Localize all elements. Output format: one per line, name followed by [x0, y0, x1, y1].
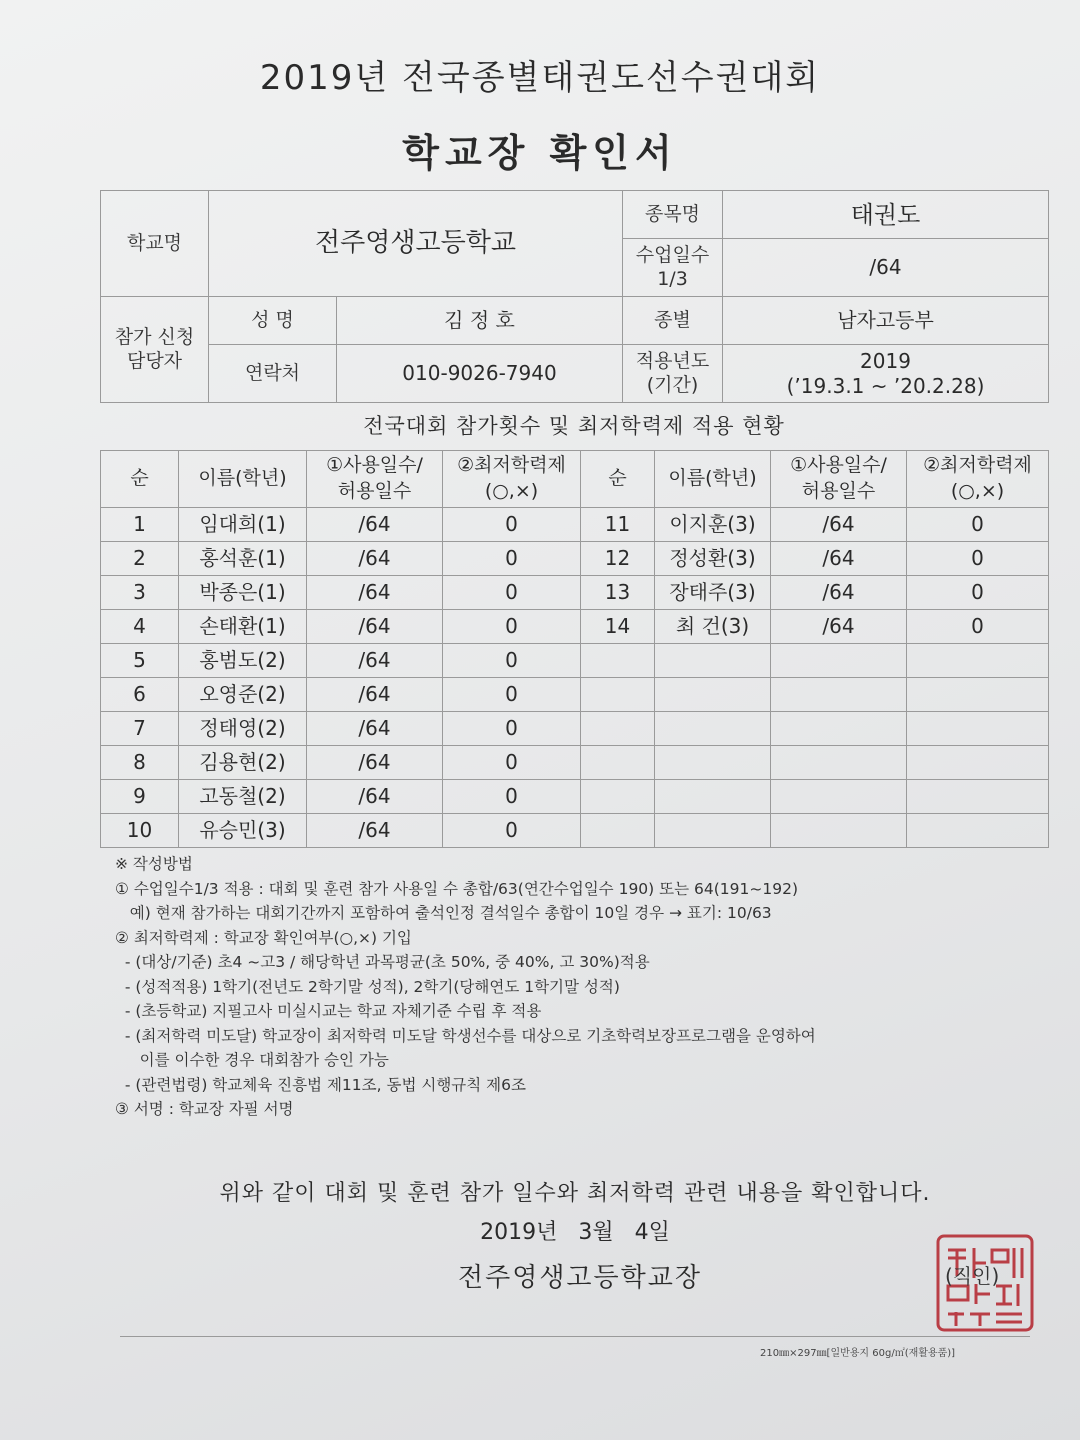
roster-cell-name — [655, 814, 771, 848]
roster-cell-days — [771, 678, 907, 712]
roster-header-cell: ②최저학력제 (○,×) — [907, 451, 1049, 508]
roster-cell-no: 9 — [101, 780, 179, 814]
roster-cell-name: 손태환(1) — [179, 610, 307, 644]
roster-cell-no: 7 — [101, 712, 179, 746]
name-value: 김 정 호 — [337, 297, 623, 345]
division-label: 종별 — [623, 297, 723, 345]
roster-cell-no: 6 — [101, 678, 179, 712]
roster-cell-min — [907, 712, 1049, 746]
roster-cell-no: 13 — [581, 576, 655, 610]
roster-cell-days — [771, 712, 907, 746]
roster-cell-no: 14 — [581, 610, 655, 644]
roster-cell-days: /64 — [307, 576, 443, 610]
roster-cell-name: 장태주(3) — [655, 576, 771, 610]
roster-header-cell: 이름(학년) — [655, 451, 771, 508]
roster-cell-min: 0 — [443, 508, 581, 542]
roster-header-cell: 이름(학년) — [179, 451, 307, 508]
roster-cell-min: 0 — [443, 746, 581, 780]
roster-cell-min — [907, 644, 1049, 678]
roster-cell-min: 0 — [907, 576, 1049, 610]
roster-cell-no — [581, 678, 655, 712]
instruction-line: ※ 작성방법 — [115, 855, 193, 873]
roster-cell-no: 1 — [101, 508, 179, 542]
paper-spec-footer: 210㎜×297㎜[일반용지 60g/㎡(재활용품)] — [760, 1348, 956, 1359]
roster-cell-name: 홍석훈(1) — [179, 542, 307, 576]
roster-cell-min — [907, 780, 1049, 814]
roster-cell-days — [771, 644, 907, 678]
roster-cell-days: /64 — [771, 508, 907, 542]
table-row — [101, 746, 1049, 780]
roster-cell-min: 0 — [907, 508, 1049, 542]
event-label: 종목명 — [623, 191, 723, 239]
roster-cell-days: /64 — [307, 746, 443, 780]
roster-cell-no: 8 — [101, 746, 179, 780]
roster-cell-name — [655, 678, 771, 712]
roster-cell-no: 12 — [581, 542, 655, 576]
roster-cell-name — [655, 644, 771, 678]
document-date: 2019년 3월 4일 — [480, 1220, 670, 1245]
division-value: 남자고등부 — [723, 297, 1049, 345]
roster-cell-min: 0 — [443, 542, 581, 576]
info-table — [100, 190, 1049, 403]
roster-cell-name — [655, 746, 771, 780]
roster-header-cell: ②최저학력제 (○,×) — [443, 451, 581, 508]
roster-cell-days: /64 — [307, 508, 443, 542]
roster-cell-min: 0 — [443, 610, 581, 644]
roster-cell-days: /64 — [771, 610, 907, 644]
roster-cell-min: 0 — [443, 576, 581, 610]
table-row — [101, 610, 1049, 644]
section-title: 전국대회 참가횟수 및 최저학력제 적용 현황 — [363, 414, 785, 438]
document-title: 2019년 전국종별태권도선수권대회 — [259, 58, 821, 98]
roster-header-cell: 순 — [581, 451, 655, 508]
roster-header-row — [101, 451, 1049, 508]
days-label: 수업일수 1/3 — [623, 239, 723, 297]
instruction-line: - (최저학력 미도달) 학교장이 최저학력 미도달 학생선수를 대상으로 기초학력보장프로그램을 운영하여 — [115, 1026, 816, 1045]
roster-cell-days — [771, 780, 907, 814]
roster-cell-min: 0 — [443, 644, 581, 678]
school-label: 학교명 — [101, 191, 209, 297]
school-name: 전주영생고등학교 — [209, 191, 623, 297]
roster-cell-days: /64 — [771, 542, 907, 576]
seal-label: (직인) — [945, 1264, 1000, 1288]
instruction-line: - (초등학교) 지필고사 미실시교는 학교 자체기준 수립 후 적용 — [115, 1002, 542, 1020]
roster-cell-name: 김용현(2) — [179, 746, 307, 780]
instruction-line: ① 수업일수1/3 적용 : 대회 및 훈련 참가 사용일 수 총합/63(연간수업일수 190) 또는 64(191~192) — [115, 879, 798, 898]
applicant-label: 참가 신청 담당자 — [101, 297, 209, 403]
roster-header-cell: ①사용일수/ 허용일수 — [307, 451, 443, 508]
roster-cell-min: 0 — [443, 678, 581, 712]
roster-cell-min: 0 — [907, 610, 1049, 644]
roster-header-cell: ①사용일수/ 허용일수 — [771, 451, 907, 508]
roster-cell-no — [581, 712, 655, 746]
table-row — [101, 542, 1049, 576]
roster-cell-no: 10 — [101, 814, 179, 848]
roster-cell-name: 최 건(3) — [655, 610, 771, 644]
roster-cell-name — [655, 780, 771, 814]
roster-cell-min — [907, 746, 1049, 780]
roster-cell-days: /64 — [307, 610, 443, 644]
roster-cell-days: /64 — [307, 542, 443, 576]
table-row — [101, 508, 1049, 542]
roster-cell-days: /64 — [307, 814, 443, 848]
contact-value: 010-9026-7940 — [337, 345, 623, 403]
roster-cell-name: 정태영(2) — [179, 712, 307, 746]
roster-cell-no — [581, 814, 655, 848]
instruction-line: - (대상/기준) 초4 ~고3 / 해당학년 과목평균(초 50%, 중 40%, 고 30%)적용 — [115, 953, 650, 971]
roster-cell-no: 5 — [101, 644, 179, 678]
name-label: 성 명 — [209, 297, 337, 345]
roster-cell-name — [655, 712, 771, 746]
roster-cell-days: /64 — [771, 576, 907, 610]
instruction-line: - (관련법령) 학교체육 진흥법 제11조, 동법 시행규칙 제6조 — [115, 1075, 526, 1094]
roster-table — [100, 450, 1049, 848]
roster-cell-min: 0 — [907, 542, 1049, 576]
roster-cell-name: 이지훈(3) — [655, 508, 771, 542]
roster-cell-days — [771, 814, 907, 848]
roster-cell-no — [581, 746, 655, 780]
roster-cell-days: /64 — [307, 712, 443, 746]
roster-cell-name: 박종은(1) — [179, 576, 307, 610]
table-row — [101, 644, 1049, 678]
roster-cell-days: /64 — [307, 678, 443, 712]
roster-cell-min — [907, 678, 1049, 712]
document-subtitle: 학교장 확인서 — [402, 131, 678, 175]
roster-cell-name: 정성환(3) — [655, 542, 771, 576]
roster-cell-no: 11 — [581, 508, 655, 542]
table-row — [101, 678, 1049, 712]
roster-cell-no: 4 — [101, 610, 179, 644]
writing-instructions — [115, 852, 1045, 1122]
roster-cell-name: 임대희(1) — [179, 508, 307, 542]
roster-cell-min: 0 — [443, 814, 581, 848]
roster-cell-no: 2 — [101, 542, 179, 576]
event-value: 태권도 — [723, 191, 1049, 239]
instruction-line: ② 최저학력제 : 학교장 확인여부(○,×) 기입 — [115, 928, 412, 947]
roster-cell-min: 0 — [443, 780, 581, 814]
roster-cell-days: /64 — [307, 644, 443, 678]
instruction-line: 예) 현재 참가하는 대회기간까지 포함하여 출석인정 결석일수 총합이 10일 경우 → 표기: 10/63 — [115, 904, 772, 922]
roster-cell-name: 고동철(2) — [179, 780, 307, 814]
principal-signature-line: 전주영생고등학교장 — [457, 1263, 703, 1293]
table-row — [101, 780, 1049, 814]
contact-label: 연락처 — [209, 345, 337, 403]
roster-cell-no: 3 — [101, 576, 179, 610]
footer-rule — [120, 1336, 1030, 1337]
year-value: 2019 (’19.3.1 ~ ’20.2.28) — [723, 345, 1049, 403]
roster-header-cell: 순 — [101, 451, 179, 508]
instruction-line: ③ 서명 : 학교장 자필 서명 — [115, 1100, 294, 1118]
table-row — [101, 712, 1049, 746]
roster-cell-name: 홍범도(2) — [179, 644, 307, 678]
table-row — [101, 576, 1049, 610]
confirmation-text: 위와 같이 대회 및 훈련 참가 일수와 최저학력 관련 내용을 확인합니다. — [219, 1181, 931, 1206]
roster-cell-name: 오영준(2) — [179, 678, 307, 712]
instruction-line: - (성적적용) 1학기(전년도 2학기말 성적), 2학기(당해연도 1학기말 성적) — [115, 977, 620, 996]
roster-cell-min: 0 — [443, 712, 581, 746]
roster-cell-name: 유승민(3) — [179, 814, 307, 848]
year-label: 적용년도 (기간) — [623, 345, 723, 403]
roster-cell-days — [771, 746, 907, 780]
roster-cell-days: /64 — [307, 780, 443, 814]
days-value: /64 — [723, 239, 1049, 297]
roster-cell-min — [907, 814, 1049, 848]
instruction-line: 이를 이수한 경우 대회참가 승인 가능 — [115, 1051, 389, 1069]
table-row — [101, 814, 1049, 848]
roster-cell-no — [581, 780, 655, 814]
roster-cell-no — [581, 644, 655, 678]
